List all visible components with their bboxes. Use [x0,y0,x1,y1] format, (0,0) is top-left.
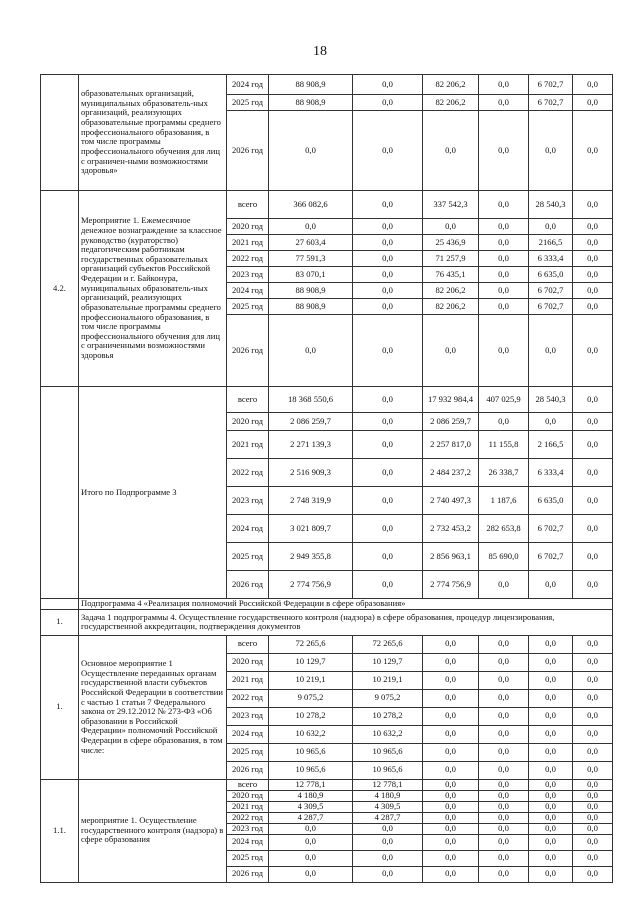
value-cell: 0,0 [573,219,613,235]
year-cell: 2026 год [227,571,269,599]
value-cell: 0,0 [479,315,529,387]
year-cell: 2020 год [227,413,269,431]
value-cell: 0,0 [529,413,573,431]
value-cell: 71 257,9 [423,251,479,267]
value-cell: 0,0 [423,779,479,790]
value-cell: 0,0 [573,299,613,315]
value-cell: 0,0 [479,689,529,707]
value-cell: 0,0 [423,219,479,235]
value-cell: 88 908,9 [269,75,353,95]
value-cell: 10 129,7 [353,653,423,671]
value-cell: 0,0 [423,111,479,191]
value-cell: 10 965,6 [269,761,353,779]
value-cell: 0,0 [479,413,529,431]
value-cell: 18 368 550,6 [269,387,353,413]
value-cell: 82 206,2 [423,75,479,95]
year-cell: 2020 год [227,653,269,671]
year-cell: 2025 год [227,299,269,315]
year-cell: 2023 год [227,707,269,725]
task-text: Задача 1 подпрограммы 4. Осуществление государственного контроля (надзора) в сфере образования, процедур лицензирования, государственной аккредитации, подтверждения документов [79,609,613,635]
value-cell: 0,0 [353,487,423,515]
value-cell: 10 278,2 [269,707,353,725]
value-cell: 10 219,1 [353,671,423,689]
value-cell: 0,0 [573,743,613,761]
value-cell: 0,0 [479,95,529,111]
value-cell: 0,0 [573,267,613,283]
value-cell: 0,0 [479,790,529,801]
value-cell: 0,0 [423,653,479,671]
year-cell: 2026 год [227,761,269,779]
value-cell: 0,0 [479,267,529,283]
value-cell: 0,0 [479,761,529,779]
value-cell: 0,0 [529,761,573,779]
value-cell: 0,0 [269,850,353,866]
value-cell: 0,0 [423,635,479,653]
value-cell: 0,0 [479,850,529,866]
value-cell: 282 653,8 [479,515,529,543]
value-cell: 0,0 [423,866,479,882]
value-cell: 0,0 [573,387,613,413]
value-cell: 28 540,3 [529,387,573,413]
year-cell: 2024 год [227,725,269,743]
task-num: 1. [41,609,79,635]
value-cell: 2 748 319,9 [269,487,353,515]
year-cell: 2025 год [227,95,269,111]
value-cell: 0,0 [573,850,613,866]
value-cell: 0,0 [479,823,529,834]
value-cell: 0,0 [573,283,613,299]
value-cell: 0,0 [479,707,529,725]
year-cell: 2023 год [227,267,269,283]
value-cell: 10 965,6 [269,743,353,761]
value-cell: 6 635,0 [529,487,573,515]
value-cell: 0,0 [423,707,479,725]
value-cell: 0,0 [353,267,423,283]
value-cell: 0,0 [529,571,573,599]
year-cell: всего [227,191,269,219]
year-cell: 2022 год [227,459,269,487]
value-cell: 0,0 [573,413,613,431]
year-cell: 2026 год [227,111,269,191]
value-cell: 0,0 [479,812,529,823]
value-cell: 0,0 [529,866,573,882]
value-cell: 72 265,6 [269,635,353,653]
value-cell: 0,0 [573,689,613,707]
value-cell: 82 206,2 [423,95,479,111]
value-cell: 0,0 [423,801,479,812]
year-cell: 2021 год [227,431,269,459]
value-cell: 0,0 [479,75,529,95]
value-cell: 2 271 139,3 [269,431,353,459]
value-cell: 0,0 [353,283,423,299]
value-cell: 4 287,7 [353,812,423,823]
value-cell: 10 129,7 [269,653,353,671]
table-row [41,635,613,653]
year-cell: 2024 год [227,283,269,299]
value-cell: 0,0 [573,191,613,219]
value-cell: 0,0 [529,834,573,850]
value-cell: 6 333,4 [529,459,573,487]
value-cell: 0,0 [269,834,353,850]
value-cell: 2 774 756,9 [269,571,353,599]
value-cell: 0,0 [479,191,529,219]
value-cell: 0,0 [529,850,573,866]
value-cell: 0,0 [353,191,423,219]
value-cell: 0,0 [529,689,573,707]
value-cell: 27 603,4 [269,235,353,251]
value-cell: 0,0 [353,413,423,431]
table-row [41,191,613,219]
value-cell: 6 333,4 [529,251,573,267]
value-cell: 0,0 [479,219,529,235]
value-cell: 6 635,0 [529,267,573,283]
value-cell: 11 155,8 [479,431,529,459]
page-number: 18 [313,44,327,59]
value-cell: 0,0 [479,866,529,882]
row-description: мероприятие 1. Осуществление государственного контроля (надзора) в сфере образования [79,779,227,882]
value-cell: 4 309,5 [269,801,353,812]
year-cell: 2023 год [227,823,269,834]
value-cell: 0,0 [573,75,613,95]
row-number [41,387,79,599]
value-cell: 0,0 [269,111,353,191]
year-cell: 2025 год [227,743,269,761]
value-cell: 10 219,1 [269,671,353,689]
row-number: 1.1. [41,779,79,882]
budget-table [40,74,613,883]
value-cell: 0,0 [529,635,573,653]
value-cell: 88 908,9 [269,283,353,299]
value-cell: 0,0 [529,743,573,761]
value-cell: 0,0 [353,315,423,387]
year-cell: всего [227,635,269,653]
year-cell: 2024 год [227,75,269,95]
value-cell: 0,0 [529,725,573,743]
value-cell: 0,0 [573,543,613,571]
year-cell: 2021 год [227,235,269,251]
value-cell: 6 702,7 [529,515,573,543]
value-cell: 0,0 [573,834,613,850]
subprogram-header-row [41,599,613,610]
value-cell: 0,0 [353,459,423,487]
value-cell: 2 166,5 [529,431,573,459]
value-cell: 337 542,3 [423,191,479,219]
value-cell: 0,0 [573,431,613,459]
value-cell: 10 632,2 [353,725,423,743]
value-cell: 76 435,1 [423,267,479,283]
value-cell: 407 025,9 [479,387,529,413]
value-cell: 2 516 909,3 [269,459,353,487]
year-cell: всего [227,779,269,790]
value-cell: 82 206,2 [423,283,479,299]
value-cell: 0,0 [353,515,423,543]
value-cell: 0,0 [479,571,529,599]
value-cell: 2 086 259,7 [423,413,479,431]
value-cell: 1 187,6 [479,487,529,515]
year-cell: 2021 год [227,801,269,812]
value-cell: 0,0 [529,823,573,834]
value-cell: 0,0 [423,743,479,761]
value-cell: 0,0 [573,635,613,653]
value-cell: 6 702,7 [529,95,573,111]
value-cell: 0,0 [479,834,529,850]
table-row [41,387,613,413]
value-cell: 2 732 453,2 [423,515,479,543]
value-cell: 0,0 [573,487,613,515]
value-cell: 0,0 [573,707,613,725]
value-cell: 2 086 259,7 [269,413,353,431]
value-cell: 0,0 [573,653,613,671]
year-cell: 2024 год [227,515,269,543]
value-cell: 9 075,2 [269,689,353,707]
value-cell: 2 774 756,9 [423,571,479,599]
value-cell: 0,0 [479,251,529,267]
value-cell: 0,0 [479,635,529,653]
value-cell: 0,0 [573,812,613,823]
value-cell: 4 309,5 [353,801,423,812]
year-cell: 2023 год [227,487,269,515]
value-cell: 10 965,6 [353,761,423,779]
value-cell: 6 702,7 [529,299,573,315]
row-description: Мероприятие 1. Ежемесячное денежное вознаграждение за классное руководство (кураторство) педагогическим работникам государственных образовательных организаций субъектов Российской Федерации и г. Байконура, муниципальных образователь-ных организаций, реализующих образовательные программы среднего профессионального образования, в том числе программы профессионального обучения для лиц с ограниченными возможностями здоровья [79,191,227,387]
value-cell: 0,0 [423,790,479,801]
value-cell: 0,0 [423,823,479,834]
value-cell: 83 070,1 [269,267,353,283]
value-cell: 2 949 355,8 [269,543,353,571]
value-cell: 2 484 237,2 [423,459,479,487]
value-cell: 0,0 [269,315,353,387]
value-cell: 6 702,7 [529,543,573,571]
value-cell: 25 436,9 [423,235,479,251]
value-cell: 0,0 [423,834,479,850]
value-cell: 0,0 [573,571,613,599]
value-cell: 0,0 [573,866,613,882]
task-row [41,609,613,635]
value-cell: 366 082,6 [269,191,353,219]
row-description: образовательных организаций, муниципальных образователь-ных организаций, реализующих образовательные программы среднего профессионального образования, в том числе программы профессионального обучения для лиц с ограничен-ными возможностями здоровья» [79,75,227,191]
value-cell: 4 287,7 [269,812,353,823]
year-cell: 2020 год [227,790,269,801]
value-cell: 0,0 [353,850,423,866]
value-cell: 0,0 [573,790,613,801]
value-cell: 72 265,6 [353,635,423,653]
value-cell: 17 932 984,4 [423,387,479,413]
value-cell: 12 778,1 [353,779,423,790]
year-cell: 2025 год [227,543,269,571]
value-cell: 0,0 [573,459,613,487]
value-cell: 0,0 [353,235,423,251]
value-cell: 0,0 [423,761,479,779]
value-cell: 0,0 [529,653,573,671]
value-cell: 0,0 [353,95,423,111]
value-cell: 0,0 [479,779,529,790]
value-cell: 0,0 [479,743,529,761]
value-cell: 0,0 [573,725,613,743]
value-cell: 0,0 [423,812,479,823]
value-cell: 0,0 [479,235,529,251]
value-cell: 0,0 [479,725,529,743]
value-cell: 0,0 [479,283,529,299]
value-cell: 0,0 [573,779,613,790]
value-cell: 2166,5 [529,235,573,251]
value-cell: 0,0 [529,801,573,812]
value-cell: 10 632,2 [269,725,353,743]
value-cell: 0,0 [479,111,529,191]
value-cell: 9 075,2 [353,689,423,707]
value-cell: 0,0 [529,671,573,689]
value-cell: 0,0 [529,315,573,387]
value-cell: 6 702,7 [529,75,573,95]
value-cell: 4 180,9 [269,790,353,801]
value-cell: 0,0 [269,219,353,235]
value-cell: 82 206,2 [423,299,479,315]
value-cell: 0,0 [353,387,423,413]
value-cell: 0,0 [529,707,573,725]
value-cell: 0,0 [479,671,529,689]
value-cell: 77 591,3 [269,251,353,267]
value-cell: 0,0 [353,299,423,315]
value-cell: 0,0 [423,671,479,689]
value-cell: 0,0 [573,761,613,779]
value-cell: 0,0 [353,251,423,267]
year-cell: всего [227,387,269,413]
value-cell: 0,0 [353,543,423,571]
year-cell: 2020 год [227,219,269,235]
value-cell: 0,0 [353,219,423,235]
value-cell: 0,0 [423,689,479,707]
value-cell: 0,0 [529,779,573,790]
value-cell: 10 965,6 [353,743,423,761]
value-cell: 2 740 497,3 [423,487,479,515]
value-cell: 85 690,0 [479,543,529,571]
value-cell: 0,0 [269,823,353,834]
row-number [41,75,79,191]
value-cell: 0,0 [573,315,613,387]
row-number: 1. [41,635,79,779]
value-cell: 0,0 [423,850,479,866]
value-cell: 3 021 809,7 [269,515,353,543]
value-cell: 0,0 [479,801,529,812]
value-cell: 2 257 817,0 [423,431,479,459]
value-cell: 0,0 [353,431,423,459]
year-cell: 2022 год [227,251,269,267]
value-cell: 12 778,1 [269,779,353,790]
value-cell: 0,0 [573,671,613,689]
value-cell: 10 278,2 [353,707,423,725]
year-cell: 2025 год [227,850,269,866]
value-cell: 0,0 [353,75,423,95]
value-cell: 0,0 [529,812,573,823]
value-cell: 0,0 [269,866,353,882]
row-description: Основное мероприятие 1 Осуществление переданных органам государственной власти субъектов Российской Федерации в соответствии с частью 1 статьи 7 Федерального закона от 29.12.2012 № 273-ФЗ «Об образовании в Российской Федерации» полномочий Российской Федерации в сфере образования, в том числе: [79,635,227,779]
value-cell: 0,0 [353,834,423,850]
value-cell: 6 702,7 [529,283,573,299]
value-cell: 0,0 [573,801,613,812]
value-cell: 28 540,3 [529,191,573,219]
year-cell: 2022 год [227,689,269,707]
value-cell: 0,0 [423,725,479,743]
value-cell: 0,0 [353,823,423,834]
value-cell: 2 856 963,1 [423,543,479,571]
year-cell: 2026 год [227,866,269,882]
table-row [41,779,613,790]
value-cell: 0,0 [573,823,613,834]
value-cell: 88 908,9 [269,299,353,315]
value-cell: 0,0 [529,219,573,235]
row-number: 4.2. [41,191,79,387]
value-cell: 0,0 [573,235,613,251]
value-cell: 4 180,9 [353,790,423,801]
value-cell: 0,0 [529,790,573,801]
value-cell: 0,0 [573,515,613,543]
value-cell: 0,0 [573,251,613,267]
value-cell: 0,0 [573,111,613,191]
value-cell: 0,0 [353,111,423,191]
year-cell: 2024 год [227,834,269,850]
row-description: Итого по Подпрограмме 3 [79,387,227,599]
value-cell: 0,0 [573,95,613,111]
value-cell: 26 338,7 [479,459,529,487]
year-cell: 2021 год [227,671,269,689]
value-cell: 0,0 [479,299,529,315]
value-cell: 0,0 [423,315,479,387]
value-cell: 0,0 [353,866,423,882]
year-cell: 2026 год [227,315,269,387]
value-cell: 0,0 [529,111,573,191]
table-row [41,75,613,95]
value-cell: 0,0 [353,571,423,599]
value-cell: 88 908,9 [269,95,353,111]
subprogram-header: Подпрограмма 4 «Реализация полномочий Российской Федерации в сфере образования» [79,599,613,610]
year-cell: 2022 год [227,812,269,823]
value-cell: 0,0 [479,653,529,671]
